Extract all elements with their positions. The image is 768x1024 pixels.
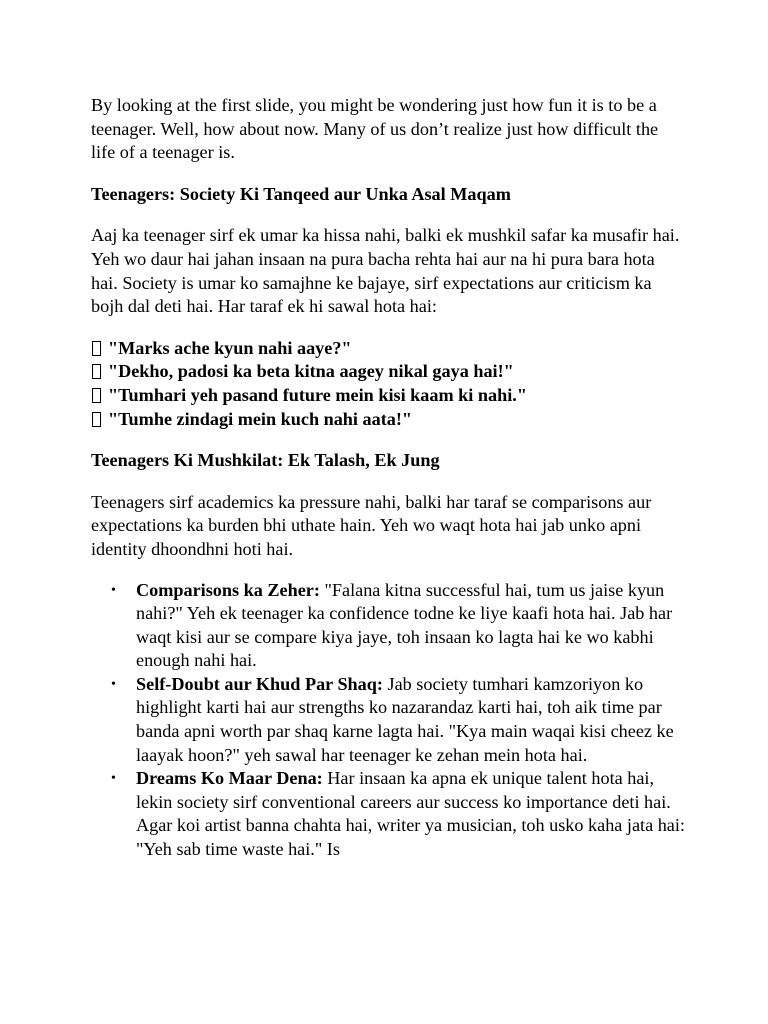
list-item bbox=[91, 579, 686, 673]
points-list bbox=[91, 579, 686, 862]
point-text: "Falana kitna successful hai, tum us jaise kyun nahi?" Yeh ek teenager ka confidence todne ke liye kaafi hota hai. Jab har waqt kisi aur se compare kiya jaye, toh insaan ko lagta hai ke wo kabhi enough nahi hai. bbox=[136, 579, 673, 671]
quote-item: "Dekho, padosi ka beta kitna aagey nikal gaya hai!" bbox=[91, 360, 686, 384]
list-item bbox=[91, 673, 686, 767]
mushkilat-paragraph: Teenagers sirf academics ka pressure nahi, balki har taraf se comparisons aur expectations ka burden bhi uthate hain. Yeh wo waqt hota hai jab unko apni identity dhoondhni hoti hai. bbox=[91, 491, 652, 559]
point-text: Har insaan ka apna ek unique talent hota hai, lekin society sirf conventional careers aur success ko importance deti hai. Agar koi artist banna chahta hai, writer ya musician, toh usko kaha jata hai: "Yeh sab time waste hai." Is bbox=[136, 768, 685, 860]
missing-glyph-icon bbox=[92, 412, 101, 427]
point-term: Self-Doubt aur Khud Par Shaq: bbox=[136, 673, 383, 694]
quote-list bbox=[91, 337, 686, 431]
bullet-icon: • bbox=[111, 676, 116, 692]
point-term: Dreams Ko Maar Dena: bbox=[136, 768, 323, 789]
point-text: Jab society tumhari kamzoriyon ko highlight karti hai aur strengths ko nazarandaz karti hai, toh aik time par banda apni worth par shaq karne lagta hai. "Kya main waqai kisi cheez ke laayak hoon?" yeh sawal har teenager ke zehan mein hota hai. bbox=[136, 673, 674, 765]
section-heading-mushkilat: Teenagers Ki Mushkilat: Ek Talash, Ek Jung bbox=[91, 450, 440, 471]
document-page bbox=[91, 94, 686, 862]
missing-glyph-icon bbox=[92, 388, 101, 403]
section-heading-society: Teenagers: Society Ki Tanqeed aur Unka Asal Maqam bbox=[91, 183, 511, 204]
intro-paragraph: By looking at the first slide, you might be wondering just how fun it is to be a teenager. Well, how about now. Many of us don’t realize just how difficult the life of a teenager is. bbox=[91, 95, 659, 163]
quote-item: "Marks ache kyun nahi aaye?" bbox=[91, 337, 686, 361]
quote-item: "Tumhari yeh pasand future mein kisi kaam ki nahi." bbox=[91, 384, 686, 408]
missing-glyph-icon bbox=[92, 341, 101, 356]
list-item bbox=[91, 767, 686, 861]
point-term: Comparisons ka Zeher: bbox=[136, 579, 320, 600]
quote-item: "Tumhe zindagi mein kuch nahi aata!" bbox=[91, 408, 686, 432]
bullet-icon: • bbox=[111, 771, 116, 787]
society-paragraph: Aaj ka teenager sirf ek umar ka hissa nahi, balki ek mushkil safar ka musafir hai. Yeh wo daur hai jahan insaan na pura bacha rehta hai aur na hi pura bara hota hai. Society is umar ko samajhne ke bajaye, sirf expectations aur criticism ka bojh dal deti hai. Har taraf ek hi sawal hota hai: bbox=[91, 225, 680, 317]
missing-glyph-icon bbox=[92, 364, 101, 379]
bullet-icon: • bbox=[111, 582, 116, 598]
